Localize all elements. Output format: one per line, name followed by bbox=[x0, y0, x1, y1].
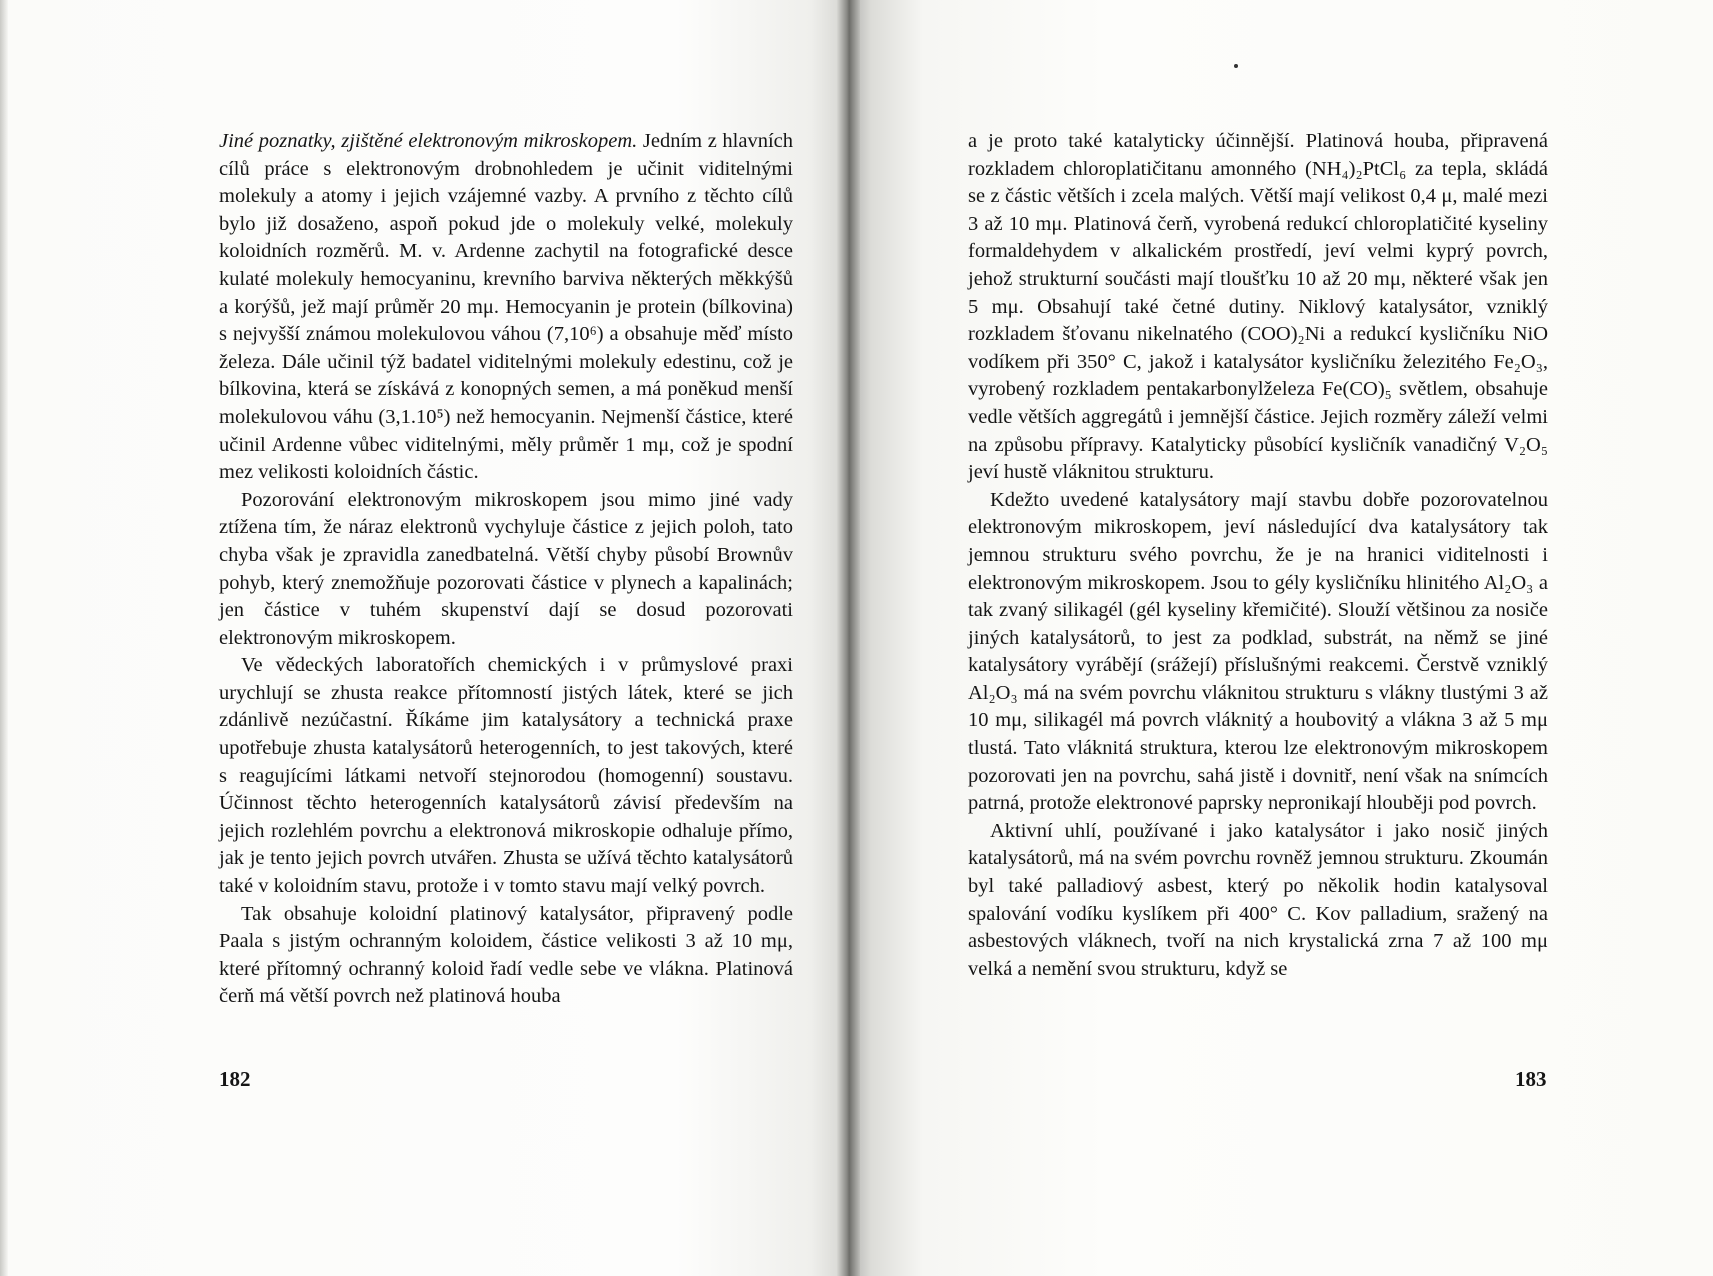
paragraph: a je proto také katalyticky účinnější. Platinová houba, připravená rozkladem chloroplatičitanu amonného (NH₄)₂PtCl₆ za tepla, skládá se z částic větších i zcela malých. Větší mají velikost 0,4 μ, malé mezi 3 až 10 mμ. Platinová čerň, vyrobená redukcí chloroplatičité kyseliny formaldehydem v alkalickém prostředí, jeví velmi kyprý povrch, jehož strukturní součásti mají tloušťku 10 až 20 mμ, některé však jen 5 mμ. Obsahují také četné dutiny. Niklový katalysátor, vzniklý rozkladem šťovanu nikelnatého (COO)₂Ni a redukcí kysličníku NiO vodíkem při 350° C, jakož i katalysátor kysličníku železitého Fe₂O₃, vyrobený rozkladem pentakarbonylželeza Fe(CO)₅ světlem, obsahuje vedle větších aggregátů i jemnější částice. Jejich rozměry záleží velmi na způsobu přípravy. Katalyticky působící kysličník vanadičný V₂O₅ jeví hustě vláknitou strukturu. bbox=[968, 130, 1548, 484]
paragraph: Kdežto uvedené katalysátory mají stavbu dobře pozorovatelnou elektronovým mikroskopem, jeví následující dva katalysátory tak jemnou strukturu svého povrchu, že je na hranici viditelnosti i elektronovým mikroskopem. Jsou to gély kysličníku hlinitého Al₂O₃ a tak zvaný silikagél (gél kyseliny křemičité). Slouží většinou za nosiče jiných katalysátorů, to jest za podklad, substrát, na němž se jiné katalysátory vyrábějí (srážejí) příslušnými reakcemi. Čerstvě vzniklý Al₂O₃ má na svém povrchu vláknitou strukturu s vlákny tlustými 3 až 10 mμ, silikagél má povrch vláknitý a houbovitý a vlákna 3 až 5 mμ tlustá. Tato vláknitá struktura, kterou lze elektronovým mikroskopem pozorovati jen na povrchu, sahá jistě i dovnitř, není však na snímcích patrná, protože elektronové paprsky nepronikají hlouběji pod povrch. bbox=[968, 488, 1548, 815]
book-gutter bbox=[836, 0, 860, 1276]
left-page-text bbox=[219, 128, 793, 1011]
page-number-left: 182 bbox=[219, 1067, 251, 1091]
page-number-right: 183 bbox=[1515, 1067, 1547, 1091]
paragraph: Aktivní uhlí, používané i jako katalysátor i jako nosič jiných katalysátorů, má na svém povrchu rovněž jemnou strukturu. Zkoumán byl také palladiový asbest, který po několik hodin katalysoval spalování vodíku kyslíkem při 400° C. Kov palladium, sražený na asbestových vláknech, tvoří na nich krystalická zrna 7 až 100 mμ velká a nemění svou strukturu, když se bbox=[968, 819, 1548, 980]
paragraph: Tak obsahuje koloidní platinový katalysátor, připravený podle Paala s jistým ochranným koloidem, částice velikosti 3 až 10 mμ, které přítomný ochranný koloid řadí vedle sebe ve vlákna. Platinová čerň má větší povrch než platinová houba bbox=[219, 902, 793, 1008]
paragraph: Pozorování elektronovým mikroskopem jsou mimo jiné vady ztížena tím, že náraz elektronů vychyluje částice z jejich poloh, tato chyba však je zpravidla zanedbatelná. Větší chyby působí Brownův pohyb, který znemožňuje pozorovati částice v plynech a kapalinách; jen částice v tuhém skupenství dají se dosud pozorovati elektronovým mikroskopem. bbox=[219, 488, 793, 649]
print-speck bbox=[1234, 64, 1238, 68]
paragraph: Ve vědeckých laboratořích chemických i v průmyslové praxi urychlují se zhusta reakce přítomností jistých látek, které se jich zdánlivě nezúčastní. Říkáme jim katalysátory a technická praxe upotřebuje zhusta katalysátorů heterogenních, to jest takových, které s reagujícími látkami netvoří stejnorodou (homogenní) soustavu. Účinnost těchto heterogenních katalysátorů závisí především na jejich rozlehlém povrchu a elektronová mikroskopie odhaluje přímo, jak je tento jejich povrch utvářen. Zhusta se užívá těchto katalysátorů také v koloidním stavu, protože i v tomto stavu mají velký povrch. bbox=[219, 654, 793, 898]
page-edge-shadow bbox=[0, 0, 8, 1276]
paragraph bbox=[219, 128, 793, 487]
right-page-text bbox=[968, 128, 1548, 983]
section-heading: Jiné poznatky, zjištěné elektronovým mikroskopem. bbox=[219, 130, 638, 152]
paragraph-text: Jedním z hlavních cílů práce s elektronovým drobnohledem je učinit viditelnými molekuly a atomy i jejich vzájemné vazby. A prvního z těchto cílů bylo již dosaženo, aspoň pokud jde o molekuly velké, molekuly koloidních rozměrů. M. v. Ardenne zachytil na fotografické desce kulaté molekuly hemocyaninu, krevního barviva některých měkkýšů a korýšů, jež mají průměr 20 mμ. Hemocyanin je protein (bílkovina) s nejvyšší známou molekulovou váhou (7,10⁶) a obsahuje měď místo železa. Dále učinil týž badatel viditelnými molekuly edestinu, což je bílkovina, která se získává z konopných semen, a má poněkud menší molekulovou váhu (3,1.10⁵) než hemocyanin. Nejmenší částice, které učinil Ardenne vůbec viditelnými, měly průměr 1 mμ, což je spodní mez velikosti koloidních částic. bbox=[219, 130, 793, 484]
left-page bbox=[0, 0, 845, 1276]
